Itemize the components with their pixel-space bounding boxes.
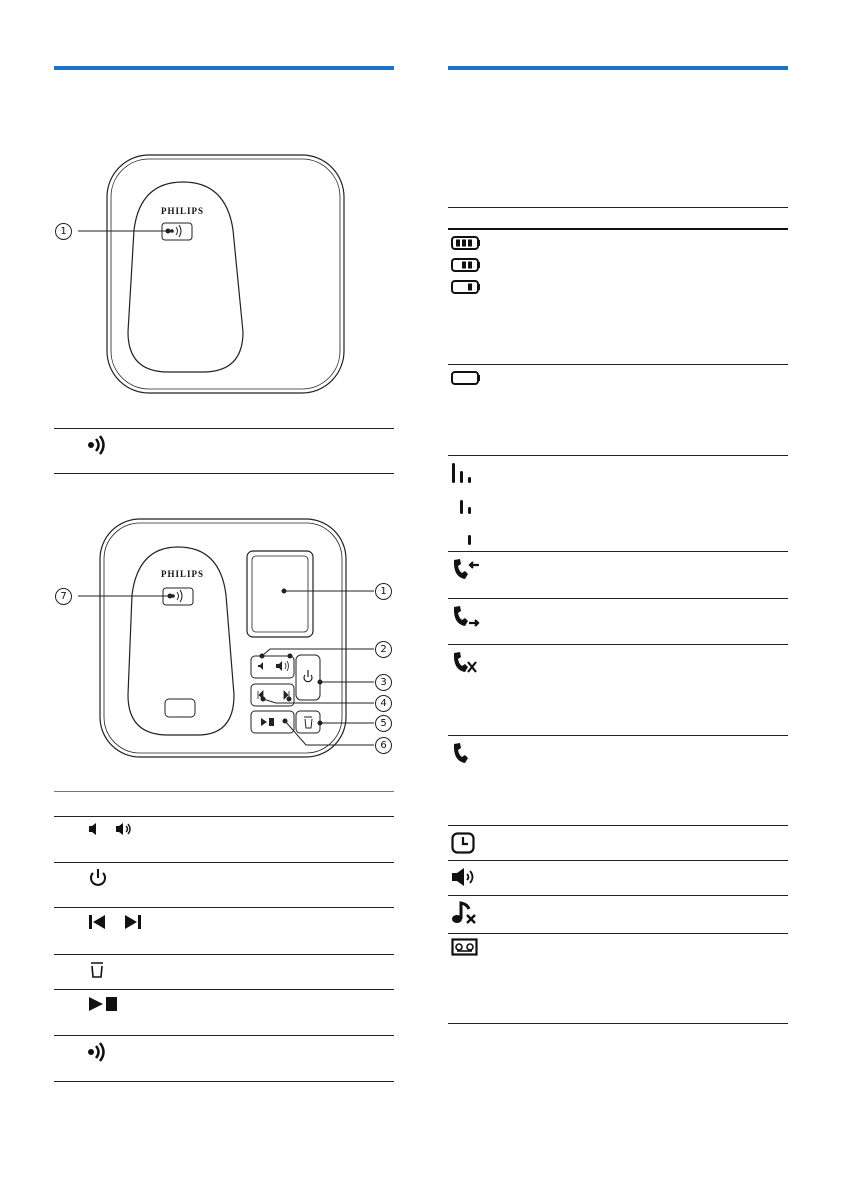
incoming-call-icon <box>451 557 481 586</box>
answering-machine-icon <box>451 938 479 961</box>
callout-1: 1 <box>55 223 72 240</box>
callout-4: 4 <box>375 695 392 712</box>
table-rule <box>54 428 394 429</box>
base-station-outline <box>48 150 398 400</box>
battery-empty-icon <box>451 371 481 390</box>
signal-medium-icon <box>451 498 477 521</box>
table-rule <box>448 860 788 861</box>
answering-base-outline <box>48 515 398 765</box>
delete-icon <box>89 960 105 983</box>
table-rule <box>54 907 394 908</box>
table-rule <box>448 551 788 552</box>
speaker-icon <box>451 867 481 892</box>
table-rule <box>54 473 394 474</box>
table-header-rule <box>54 791 394 792</box>
table-rule <box>54 862 394 863</box>
table-rule <box>448 1023 788 1024</box>
table-rule <box>54 816 394 817</box>
callout-5: 5 <box>375 715 392 732</box>
table-rule <box>448 455 788 456</box>
alarm-clock-icon <box>451 832 477 859</box>
table-header-rule <box>448 228 788 230</box>
table-header-rule <box>448 207 788 208</box>
table-rule <box>448 598 788 599</box>
volume-down-up-icon <box>88 822 138 841</box>
table-rule <box>448 895 788 896</box>
base-station-diagram <box>48 150 398 400</box>
paging-icon <box>86 1042 110 1067</box>
table-rule <box>448 933 788 934</box>
ringer-off-icon <box>451 900 479 931</box>
play-stop-icon <box>88 995 120 1018</box>
right-section-rule <box>448 66 788 70</box>
signal-low-icon <box>451 533 477 552</box>
battery-full-icon <box>451 236 481 255</box>
brand-logo: PHILIPS <box>161 569 205 579</box>
power-icon <box>88 868 108 893</box>
missed-call-icon <box>451 650 481 683</box>
table-rule <box>448 825 788 826</box>
battery-medium-icon <box>451 258 481 277</box>
signal-full-icon <box>451 462 477 489</box>
table-rule <box>448 735 788 736</box>
battery-low-icon <box>451 280 481 299</box>
left-section-rule <box>54 66 394 70</box>
callout-1: 1 <box>375 583 392 600</box>
table-rule <box>448 644 788 645</box>
outgoing-call-icon <box>451 604 481 635</box>
table-rule <box>54 1035 394 1036</box>
paging-icon <box>86 435 110 460</box>
skip-back-forward-icon <box>88 913 142 936</box>
answering-base-diagram <box>48 515 398 765</box>
brand-logo: PHILIPS <box>161 206 205 216</box>
call-in-progress-icon <box>451 741 475 774</box>
callout-7: 7 <box>55 588 72 605</box>
callout-2: 2 <box>375 641 392 658</box>
callout-3: 3 <box>375 674 392 691</box>
table-rule <box>448 364 788 365</box>
table-rule <box>54 954 394 955</box>
table-rule <box>54 1081 394 1082</box>
table-rule <box>54 989 394 990</box>
callout-6: 6 <box>375 737 392 754</box>
